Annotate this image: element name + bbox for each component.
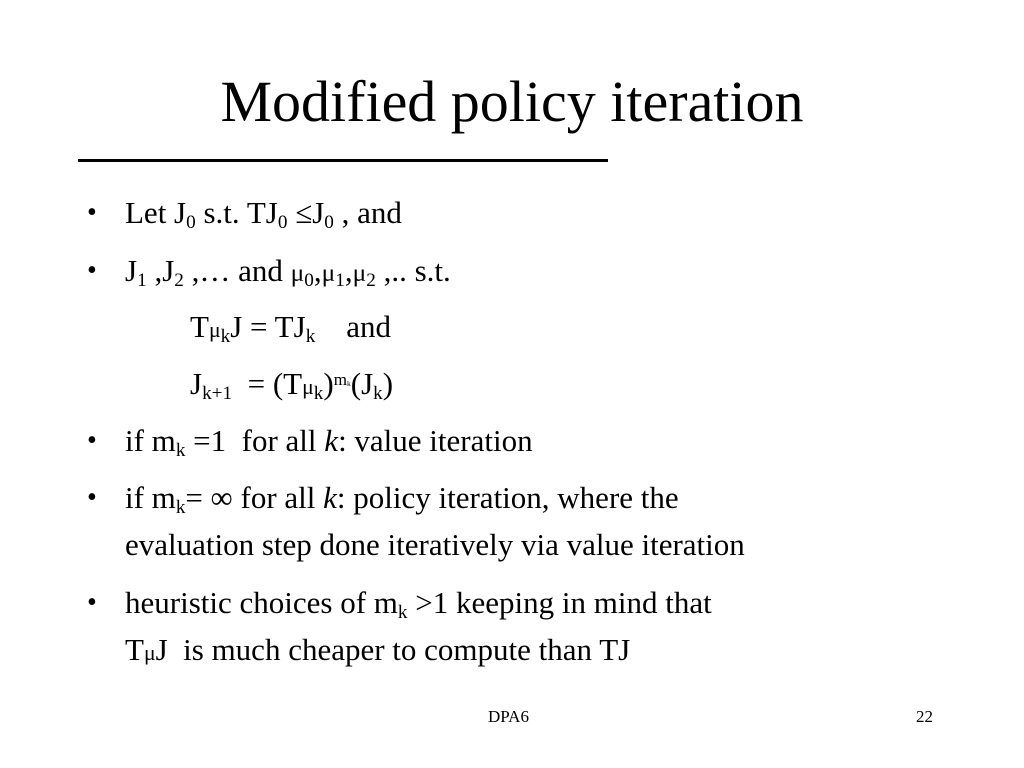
bullet-3-pre: if m bbox=[125, 423, 176, 458]
superscript-m: m bbox=[333, 369, 347, 389]
subscript: k+1 bbox=[202, 382, 233, 404]
bullet-2-text-b: ,… and bbox=[183, 253, 291, 288]
eq1-mid: J = TJ bbox=[230, 309, 306, 344]
comma: , bbox=[344, 253, 353, 288]
subscript: 0 bbox=[277, 211, 288, 233]
equation-1 bbox=[190, 309, 391, 348]
bullet-marker: • bbox=[87, 587, 97, 618]
bullet-1-relation: ≤J bbox=[287, 195, 325, 230]
bullet-5-t: T bbox=[125, 632, 144, 667]
superscript bbox=[334, 370, 351, 389]
bullet-3-post: : value iteration bbox=[338, 423, 533, 458]
bullet-5-pre: heuristic choices of m bbox=[125, 585, 398, 620]
superscript-subscript: k bbox=[346, 378, 351, 388]
bullet-2-j1: J bbox=[125, 253, 138, 288]
subscript: k bbox=[313, 382, 324, 404]
subscript: 2 bbox=[366, 269, 376, 291]
mu-symbol: μ bbox=[352, 259, 367, 287]
mu-symbol: μ bbox=[302, 375, 314, 399]
subscript: 0 bbox=[186, 211, 196, 233]
bullet-2-text-a: ,J bbox=[146, 253, 175, 288]
mu-symbol: μ bbox=[208, 318, 221, 342]
subscript: k bbox=[220, 325, 231, 347]
eq1-t: T bbox=[190, 309, 209, 344]
subscript: k bbox=[175, 439, 186, 461]
bullet-1-mid: s.t. TJ bbox=[195, 195, 278, 230]
eq2-post: ) bbox=[382, 366, 394, 401]
bullet-1-pre: Let J bbox=[125, 195, 187, 230]
comma: , bbox=[313, 253, 322, 288]
footer-label: DPA6 bbox=[488, 707, 529, 726]
bullet-5-line-2-post: J is much cheaper to compute than TJ bbox=[155, 632, 631, 667]
bullet-marker: • bbox=[87, 482, 97, 513]
bullet-4-mid: = ∞ for all bbox=[185, 480, 324, 515]
subscript: k bbox=[397, 601, 408, 623]
mu-symbol: μ bbox=[290, 259, 305, 287]
eq2-mid: = (T bbox=[232, 366, 303, 401]
bullet-1-post: , and bbox=[333, 195, 402, 230]
bullet-marker: • bbox=[87, 197, 97, 228]
mu-symbol: μ bbox=[321, 259, 336, 287]
subscript: 1 bbox=[335, 269, 345, 291]
italic-k: k bbox=[323, 480, 337, 515]
eq2-j: J bbox=[190, 366, 203, 401]
bullet-1-text bbox=[125, 195, 402, 231]
bullet-5-text bbox=[125, 585, 712, 621]
bullet-marker: • bbox=[87, 255, 97, 286]
bullet-marker: • bbox=[87, 425, 97, 456]
bullet-2-text bbox=[125, 253, 451, 291]
slide-title: Modified policy iteration bbox=[220, 69, 804, 134]
subscript: 2 bbox=[174, 269, 184, 291]
bullet-5-line-2 bbox=[125, 632, 630, 671]
bullet-4-pre: if m bbox=[125, 480, 176, 515]
bullet-2-post: ,.. s.t. bbox=[375, 253, 451, 288]
subscript: 1 bbox=[137, 269, 147, 291]
subscript: 0 bbox=[304, 269, 314, 291]
subscript: k bbox=[175, 496, 186, 518]
equation-2 bbox=[190, 366, 393, 405]
subscript: k bbox=[373, 382, 383, 404]
mu-symbol: μ bbox=[143, 641, 156, 665]
eq1-post: and bbox=[315, 309, 392, 344]
subscript: 0 bbox=[324, 211, 334, 233]
page-number: 22 bbox=[916, 707, 933, 726]
bullet-3-text bbox=[125, 423, 533, 459]
italic-k: k bbox=[324, 423, 339, 458]
bullet-3-mid: =1 for all bbox=[185, 423, 325, 458]
bullet-4-text bbox=[125, 480, 679, 516]
eq2-close: ) bbox=[323, 366, 334, 401]
bullet-5-post: >1 keeping in mind that bbox=[407, 585, 712, 620]
subscript: k bbox=[305, 325, 316, 347]
bullet-4-line-2: evaluation step done iteratively via value iteration bbox=[125, 527, 745, 562]
eq2-arg: (J bbox=[350, 366, 374, 401]
bullet-4-post: : policy iteration, where the bbox=[336, 480, 679, 515]
